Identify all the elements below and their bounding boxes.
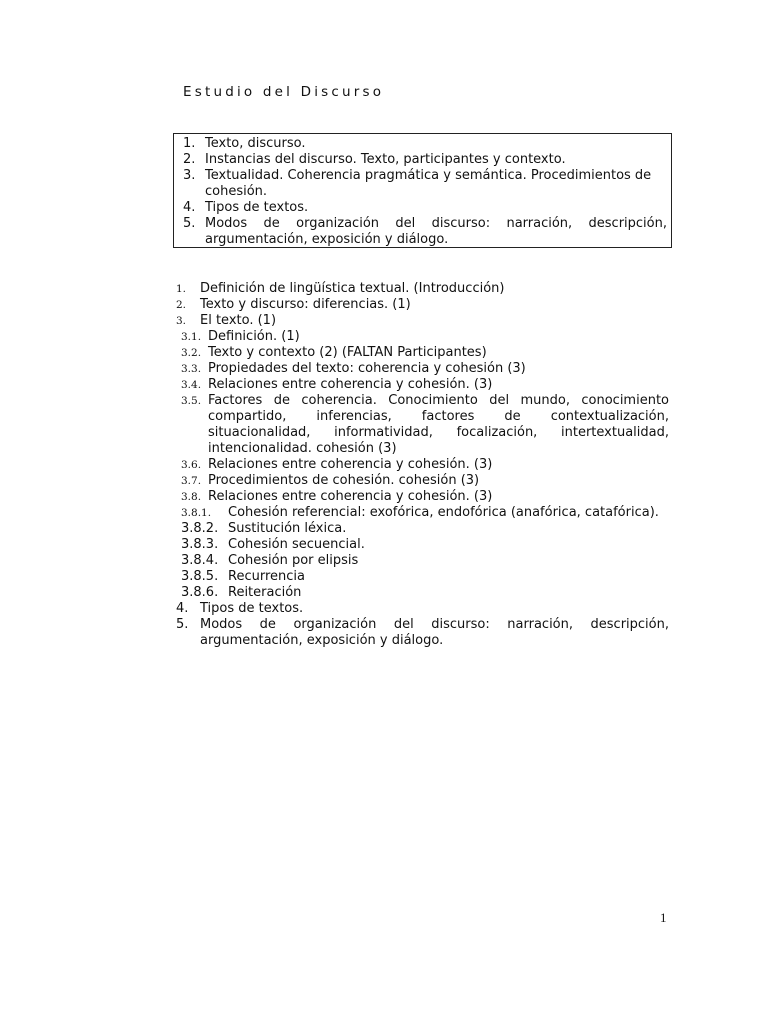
- outline-item-text: Modos de organización del discurso: narración, descripción, argumentación, exposición y diálogo.: [200, 617, 669, 648]
- outline-item-number: 3.8.5.: [181, 569, 219, 584]
- outline-item: [176, 457, 669, 473]
- outline-item-number: 3.1.: [181, 331, 202, 343]
- outline-item: [176, 345, 669, 361]
- syllabus-item-text: Textualidad. Coherencia pragmática y semántica. Procedimientos de cohesión.: [205, 168, 652, 199]
- outline-item-number: 3.8.2.: [181, 521, 219, 536]
- syllabus-item-text: Modos de organización del discurso: narración, descripción, argumentación, exposición y diálogo.: [205, 216, 667, 247]
- syllabus-item: [183, 200, 667, 216]
- outline-item-text: Propiedades del texto: coherencia y cohesión (3): [208, 361, 526, 376]
- outline-item-number: 3.3.: [181, 363, 202, 375]
- outline-item-text: Factores de coherencia. Conocimiento del mundo, conocimiento compartido, inferencias, factores de contextualización, situacionalidad, informatividad, focalización, intertextualidad, intencionalidad. cohesión (3): [208, 393, 669, 456]
- outline-item: [176, 489, 669, 505]
- outline-item: [176, 297, 669, 313]
- outline-item-number: 3.4.: [181, 379, 202, 391]
- outline-item-number: 3.8.: [181, 491, 202, 503]
- outline-item-text: Texto y contexto (2) (FALTAN Participantes): [208, 345, 487, 360]
- outline-item: [176, 585, 669, 601]
- content-outline: [176, 281, 669, 649]
- outline-item: [176, 505, 669, 521]
- outline-item-number: 3.8.6.: [181, 585, 219, 600]
- syllabus-list: [174, 134, 671, 248]
- outline-item-number: 5.: [176, 617, 189, 632]
- syllabus-item-number: 1.: [183, 136, 196, 151]
- syllabus-item-text: Instancias del discurso. Texto, participantes y contexto.: [205, 152, 566, 167]
- outline-item-text: Cohesión por elipsis: [228, 553, 359, 568]
- outline-item: [176, 601, 669, 617]
- syllabus-item-number: 5.: [183, 216, 196, 231]
- syllabus-item-number: 3.: [183, 168, 196, 183]
- outline-item-text: Definición de lingüística textual. (Introducción): [200, 281, 505, 296]
- syllabus-item-text: Tipos de textos.: [205, 200, 309, 215]
- outline-item-text: Cohesión referencial: exofórica, endofórica (anafórica, catafórica).: [228, 505, 659, 520]
- syllabus-item-number: 4.: [183, 200, 196, 215]
- outline-item-number: 3.8.3.: [181, 537, 219, 552]
- outline-item-text: Tipos de textos.: [200, 601, 304, 616]
- outline-item-number: 3.8.1.: [181, 507, 212, 519]
- outline-item-text: Sustitución léxica.: [228, 521, 347, 536]
- outline-item-text: Procedimientos de cohesión. cohesión (3): [208, 473, 480, 488]
- syllabus-item: [183, 136, 667, 152]
- outline-item: [176, 473, 669, 489]
- outline-item-number: 3.6.: [181, 459, 202, 471]
- outline-item-number: 4.: [176, 601, 189, 616]
- outline-item-text: Relaciones entre coherencia y cohesión. (3): [208, 377, 493, 392]
- outline-item: [176, 569, 669, 585]
- outline-item: [176, 361, 669, 377]
- outline-item-text: Texto y discurso: diferencias. (1): [200, 297, 411, 312]
- outline-item: [176, 329, 669, 345]
- outline-item-number: 2.: [176, 299, 187, 311]
- outline-item-text: Definición. (1): [208, 329, 300, 344]
- outline-item: [176, 281, 669, 297]
- outline-item-number: 3.7.: [181, 475, 202, 487]
- page-number: 1: [660, 910, 667, 925]
- document-title: Estudio del Discurso: [183, 84, 385, 100]
- outline-item-text: Relaciones entre coherencia y cohesión. (3): [208, 489, 493, 504]
- syllabus-item-text: Texto, discurso.: [205, 136, 306, 151]
- outline-item-text: Reiteración: [228, 585, 302, 600]
- outline-item-number: 1.: [176, 283, 187, 295]
- outline-item: [176, 521, 669, 537]
- syllabus-box: [173, 133, 672, 248]
- syllabus-item-number: 2.: [183, 152, 196, 167]
- outline-item-number: 3.8.4.: [181, 553, 219, 568]
- outline-item: [176, 313, 669, 329]
- outline-item-text: Cohesión secuencial.: [228, 537, 365, 552]
- outline-item: [176, 553, 669, 569]
- outline-item-number: 3.2.: [181, 347, 202, 359]
- outline-item-text: Recurrencia: [228, 569, 305, 584]
- syllabus-item: [183, 216, 667, 248]
- syllabus-item: [183, 168, 667, 200]
- syllabus-item: [183, 152, 667, 168]
- outline-item-number: 3.5.: [181, 395, 202, 407]
- outline-item: [176, 617, 669, 649]
- outline-item: [176, 393, 669, 457]
- outline-item: [176, 377, 669, 393]
- outline-item-text: El texto. (1): [200, 313, 277, 328]
- outline-item: [176, 537, 669, 553]
- outline-item-text: Relaciones entre coherencia y cohesión. (3): [208, 457, 493, 472]
- outline-item-number: 3.: [176, 315, 187, 327]
